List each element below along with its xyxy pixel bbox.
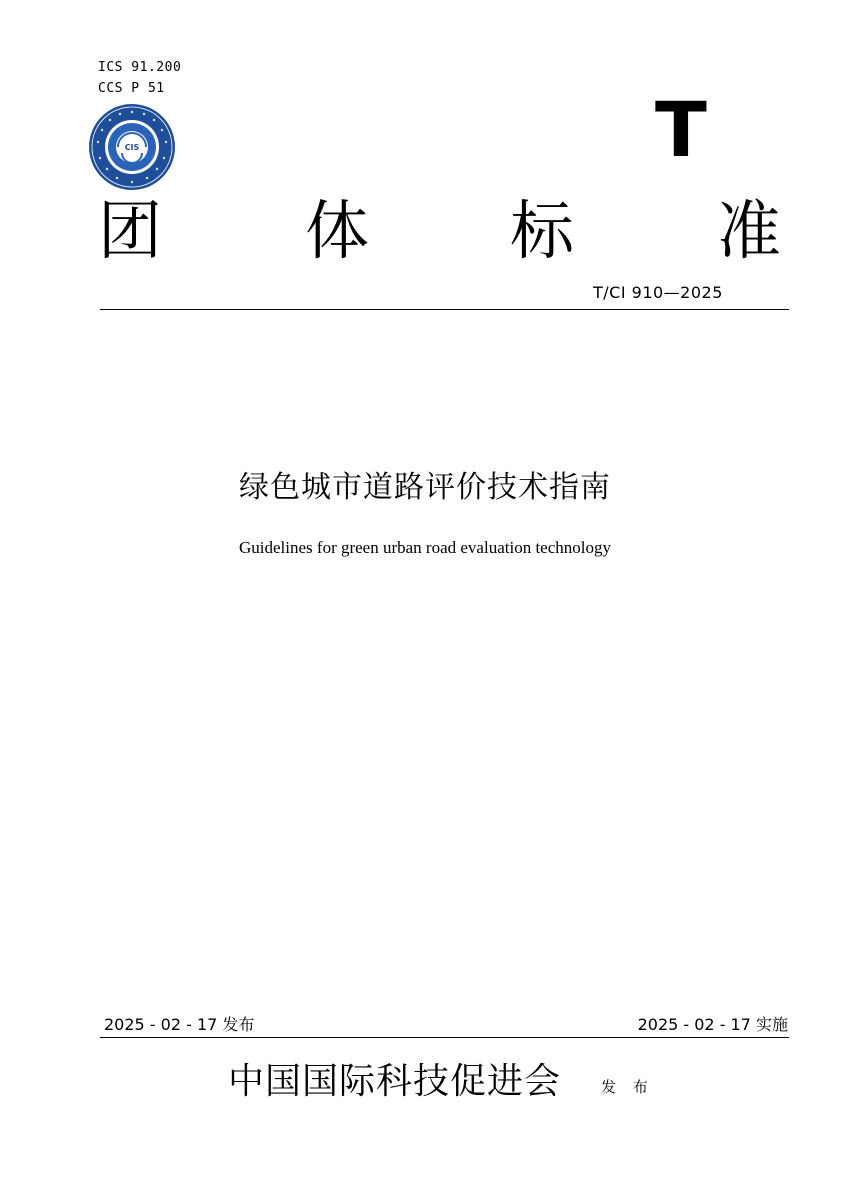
banner-char-4: 准 bbox=[717, 195, 781, 269]
title-english: Guidelines for green urban road evaluation technology bbox=[239, 538, 611, 557]
standard-number: T/CI 910—2025 bbox=[593, 283, 723, 302]
header-rule bbox=[100, 309, 789, 310]
publish-action: 发 布 bbox=[601, 1078, 654, 1096]
association-logo bbox=[88, 103, 176, 191]
footer-rule bbox=[100, 1037, 789, 1038]
publisher-name: 中国国际科技促进会 bbox=[228, 1061, 562, 1102]
title-chinese: 绿色城市道路评价技术指南 bbox=[239, 470, 611, 505]
logo-text: CIS bbox=[124, 143, 140, 152]
banner-char-3: 标 bbox=[510, 195, 574, 269]
publish-date: 2025 - 02 - 17 发布 bbox=[104, 1015, 255, 1034]
category-letter: T bbox=[655, 85, 707, 174]
implement-date: 2025 - 02 - 17 实施 bbox=[637, 1015, 788, 1034]
ics-code: ICS 91.200 bbox=[98, 60, 182, 75]
ccs-code: CCS P 51 bbox=[98, 81, 165, 96]
banner-char-2: 体 bbox=[305, 195, 369, 269]
banner-char-1: 团 bbox=[98, 195, 162, 269]
